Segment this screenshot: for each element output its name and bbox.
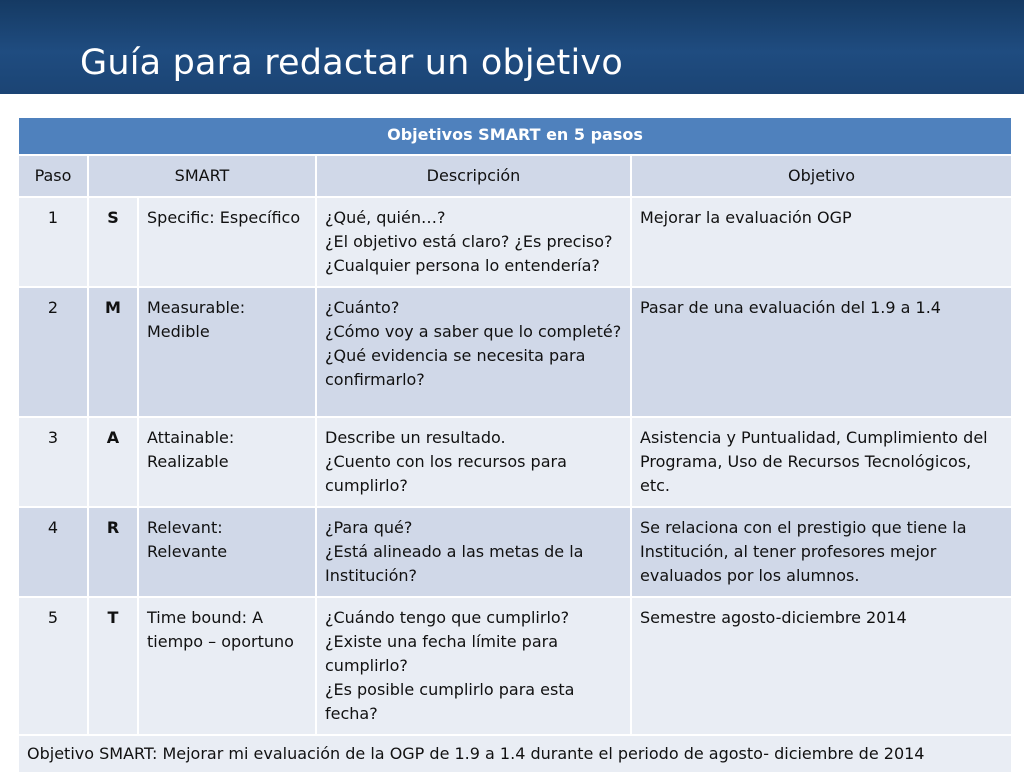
row-descripcion: ¿Qué, quién…? ¿El objetivo está claro? ¿Es preciso? ¿Cualquier persona lo entendería?: [316, 197, 631, 287]
table-row: [18, 507, 1012, 597]
table-row: [18, 287, 1012, 417]
row-descripcion: ¿Cuánto? ¿Cómo voy a saber que lo completé? ¿Qué evidencia se necesita para confirmarlo?: [316, 287, 631, 417]
row-smart: Specific: Específico: [138, 197, 316, 287]
header-smart: SMART: [88, 155, 316, 197]
header-descripcion: Descripción: [316, 155, 631, 197]
row-objetivo: Semestre agosto-diciembre 2014: [631, 597, 1012, 735]
row-paso: 2: [18, 287, 88, 417]
row-descripcion: ¿Cuándo tengo que cumplirlo? ¿Existe una fecha límite para cumplirlo? ¿Es posible cumplirlo para esta fecha?: [316, 597, 631, 735]
row-smart: Measurable: Medible: [138, 287, 316, 417]
summary-text: Objetivo SMART: Mejorar mi evaluación de la OGP de 1.9 a 1.4 durante el periodo de agosto- diciembre de 2014: [18, 735, 1012, 773]
row-smart: Attainable: Realizable: [138, 417, 316, 507]
row-letter: A: [88, 417, 138, 507]
header-objetivo: Objetivo: [631, 155, 1012, 197]
table-caption: Objetivos SMART en 5 pasos: [18, 117, 1012, 155]
row-descripcion: ¿Para qué? ¿Está alineado a las metas de la Institución?: [316, 507, 631, 597]
table-row: [18, 417, 1012, 507]
table-header-row: [18, 155, 1012, 197]
row-paso: 1: [18, 197, 88, 287]
row-letter: T: [88, 597, 138, 735]
row-objetivo: Se relaciona con el prestigio que tiene la Institución, al tener profesores mejor evaluados por los alumnos.: [631, 507, 1012, 597]
row-objetivo: Pasar de una evaluación del 1.9 a 1.4: [631, 287, 1012, 417]
title-band: [0, 0, 1024, 94]
table-row: [18, 197, 1012, 287]
table-caption-row: [18, 117, 1012, 155]
header-paso: Paso: [18, 155, 88, 197]
row-smart: Time bound: A tiempo – oportuno: [138, 597, 316, 735]
row-smart: Relevant: Relevante: [138, 507, 316, 597]
smart-table: [17, 116, 1013, 774]
row-letter: S: [88, 197, 138, 287]
summary-row: [18, 735, 1012, 773]
slide-title: Guía para redactar un objetivo: [80, 43, 623, 83]
table-row: [18, 597, 1012, 735]
row-descripcion: Describe un resultado. ¿Cuento con los recursos para cumplirlo?: [316, 417, 631, 507]
row-letter: M: [88, 287, 138, 417]
row-paso: 4: [18, 507, 88, 597]
row-objetivo: Mejorar la evaluación OGP: [631, 197, 1012, 287]
row-objetivo: Asistencia y Puntualidad, Cumplimiento del Programa, Uso de Recursos Tecnológicos, etc.: [631, 417, 1012, 507]
row-letter: R: [88, 507, 138, 597]
row-paso: 3: [18, 417, 88, 507]
row-paso: 5: [18, 597, 88, 735]
